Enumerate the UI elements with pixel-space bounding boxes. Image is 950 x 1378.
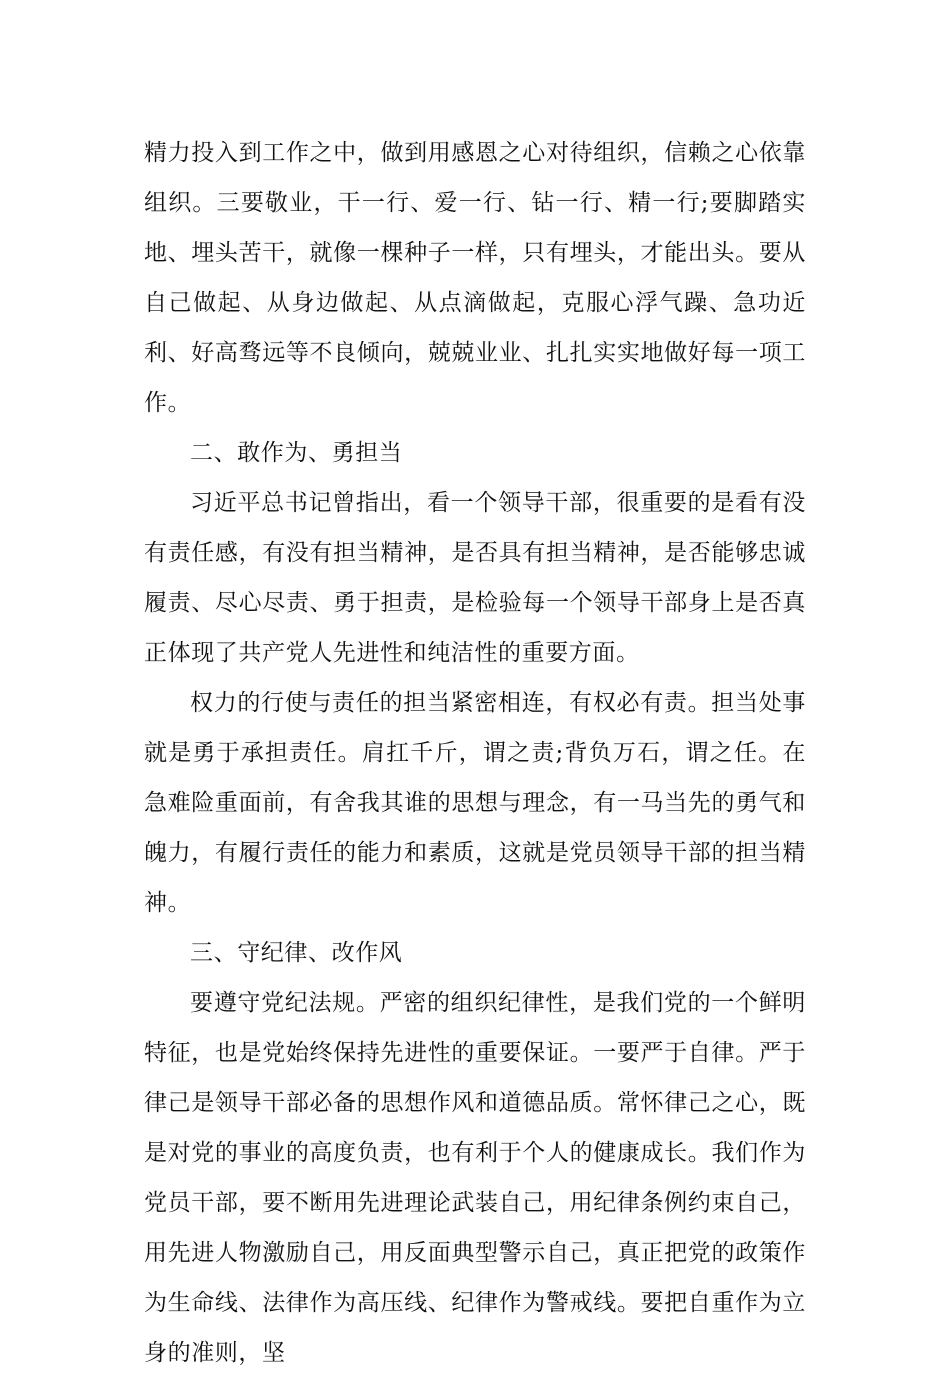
paragraph-power-and-duty: 权力的行使与责任的担当紧密相连，有权必有责。担当处事就是勇于承担责任。肩扛千斤，谓之责;背负万石，谓之任。在急难险重面前，有舍我其谁的思想与理念，有一马当先的勇气和魄力，有履行责任的能力和素质，这就是党员领导干部的担当精神。 [144,690,806,916]
paragraph-discipline: 要遵守党纪法规。严密的组织纪律性，是我们党的一个鲜明特征，也是党始终保持先进性的重要保证。一要严于自律。严于律己是领导干部必备的思想作风和道德品质。常怀律己之心，既是对党的事业的高度负责，也有利于个人的健康成长。我们作为党员干部，要不断用先进理论武装自己，用纪律条例约束自己，用先进人物激励自己，用反面典型警示自己，真正把党的政策作为生命线、法律作为高压线、纪律作为警戒线。要把自重作为立身的准则，坚 [144,990,806,1366]
paragraph-responsibility: 习近平总书记曾指出，看一个领导干部，很重要的是看有没有责任感，有没有担当精神，是否具有担当精神，是否能够忠诚履责、尽心尽责、勇于担责，是检验每一个领导干部身上是否真正体现了共产党人先进性和纯洁性的重要方面。 [144,490,806,666]
paragraph-continuation: 精力投入到工作之中，做到用感恩之心对待组织，信赖之心依靠组织。三要敬业，干一行、爱一行、钻一行、精一行;要脚踏实地、埋头苦干，就像一棵种子一样，只有埋头，才能出头。要从自己做起、从身边做起、从点滴做起，克服心浮气躁、急功近利、好高骛远等不良倾向，兢兢业业、扎扎实实地做好每一项工作。 [144,140,806,416]
document-body [144,128,806,1378]
section-heading-two: 二、敢作为、勇担当 [190,440,403,466]
section-heading-three: 三、守纪律、改作风 [190,940,403,966]
